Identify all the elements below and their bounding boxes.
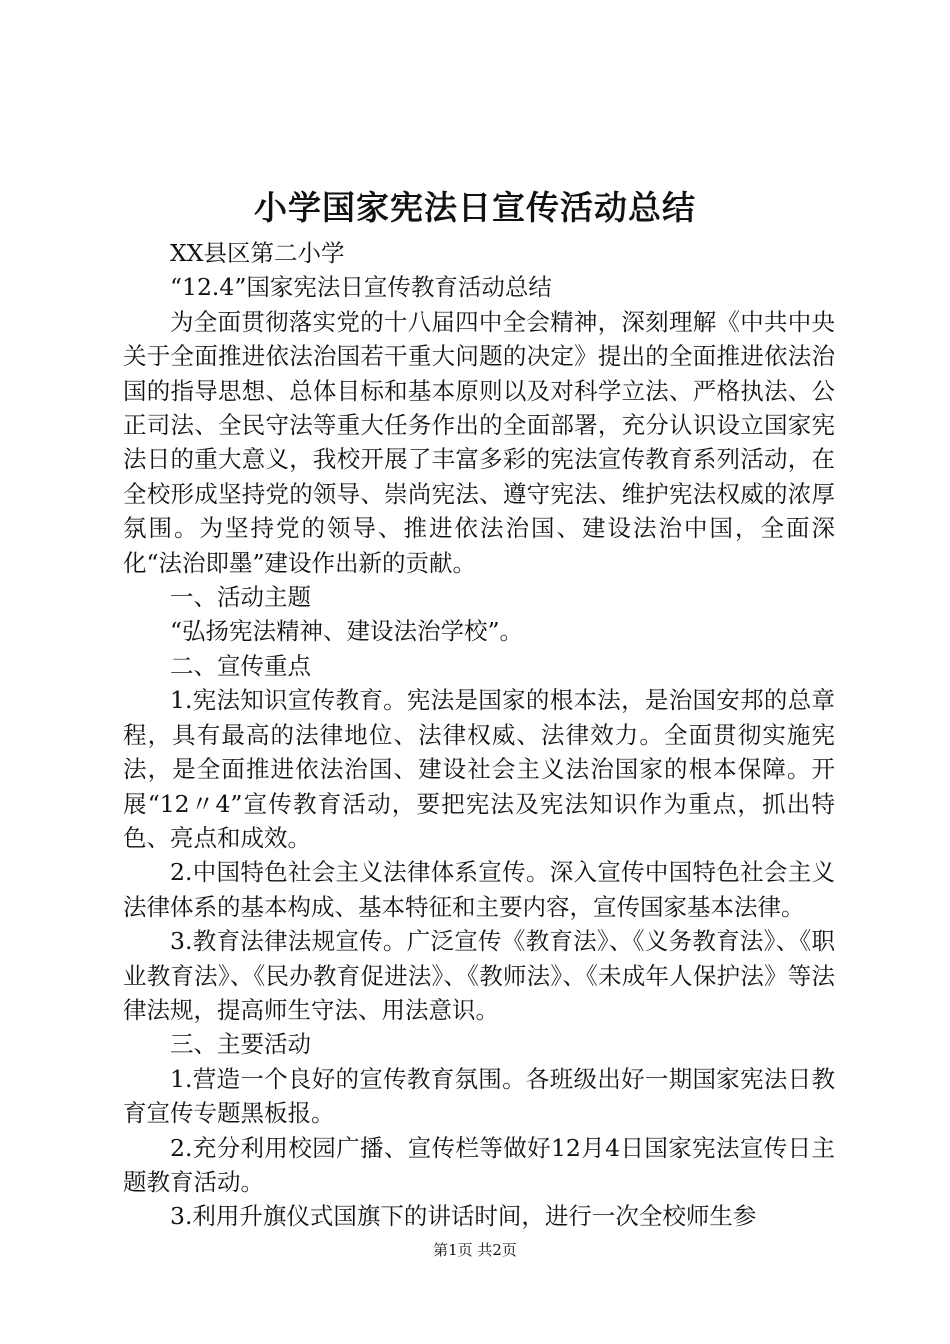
section-heading-activities: 三、主要活动 (170, 1030, 311, 1059)
activity-item-2: 2.充分利用校园广播、宣传栏等做好12月4日国家宪法宣传日主题教育活动。 (123, 1133, 835, 1196)
section-heading-theme: 一、活动主题 (170, 583, 311, 612)
school-name-line: XX县区第二小学 (170, 239, 345, 267)
document-title: 小学国家宪法日宣传活动总结 (254, 188, 696, 227)
subtitle-line: “12.4”国家宪法日宣传教育活动总结 (170, 273, 552, 302)
intro-paragraph: 为全面贯彻落实党的十八届四中全会精神，深刻理解《中共中央关于全面推进依法治国若干重大问题的决定》提出的全面推进依法治国的指导思想、总体目标和基本原则以及对科学立法、严格执法、公正司法、全民守法等重大任务作出的全面部署，充分认识设立国家宪法日的重大意义，我校开展了丰富多彩的宪法宣传教育系列活动，在全校形成坚持党的领导、崇尚宪法、遵守宪法、维护宪法权威的浓厚氛围。为坚持党的领导、推进依法治国、建设法治中国，全面深化“法治即墨”建设作出新的贡献。 (123, 307, 835, 577)
section-heading-focus: 二、宣传重点 (170, 651, 311, 680)
focus-item-1: 1.宪法知识宣传教育。宪法是国家的根本法，是治国安邦的总章程，具有最高的法律地位、法律权威、法律效力。全面贯彻实施宪法，是全面推进依法治国、建设社会主义法治国家的根本保障。开展“12〃4”宣传教育活动，要把宪法及宪法知识作为重点，抓出特色、亮点和成效。 (123, 686, 835, 852)
focus-item-2: 2.中国特色社会主义法律体系宣传。深入宣传中国特色社会主义法律体系的基本构成、基本特征和主要内容，宣传国家基本法律。 (123, 858, 835, 921)
activity-item-3: 3.利用升旗仪式国旗下的讲话时间，进行一次全校师生参 (170, 1202, 757, 1231)
page-number-footer: 第1页 共2页 (433, 1241, 517, 1259)
document-body (123, 236, 835, 1234)
activity-item-1: 1.营造一个良好的宣传教育氛围。各班级出好一期国家宪法日教育宣传专题黑板报。 (123, 1064, 835, 1128)
focus-item-3: 3.教育法律法规宣传。广泛宣传《教育法》、《义务教育法》、《职业教育法》、《民办教育促进法》、《教师法》、《未成年人保护法》等法律法规，提高师生守法、用法意识。 (123, 927, 835, 1024)
theme-paragraph: “弘扬宪法精神、建设法治学校”。 (170, 617, 524, 646)
